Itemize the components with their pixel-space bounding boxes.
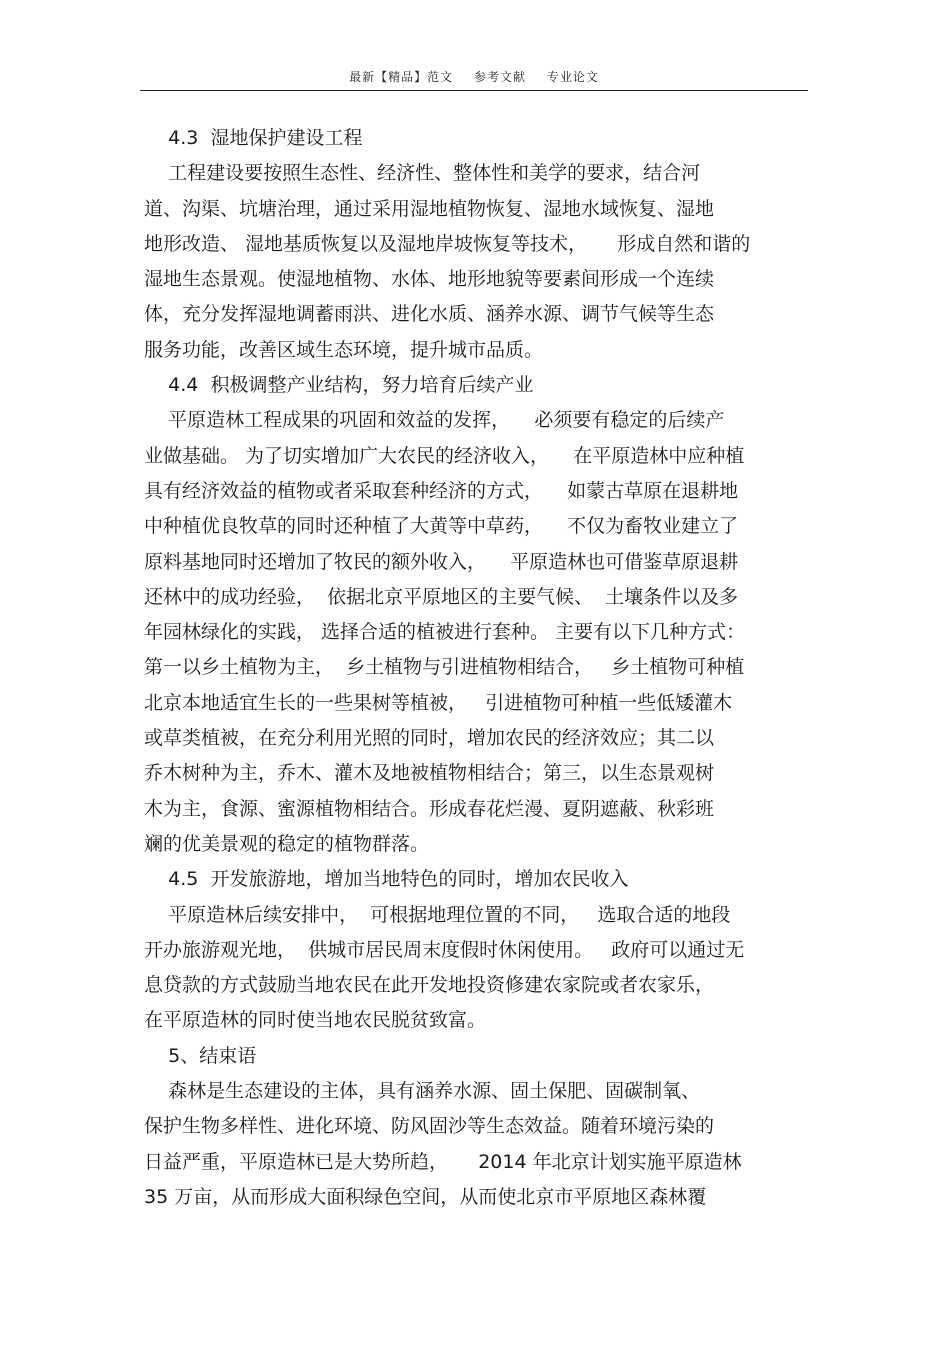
header-text-1: 最新【精品】范文	[349, 70, 454, 84]
text-line: 服务功能，改善区域生态环境，提升城市品质。	[144, 338, 544, 361]
header-text-3: 专业论文	[546, 70, 599, 84]
text-line: 北京本地适宜生长的一些果树等植被， 引进植物可种植一些低矮灌木	[144, 691, 733, 714]
text-line: 或草类植被，在充分利用光照的同时，增加农民的经济效应；其二以	[144, 727, 715, 750]
text-line: 湿地生态景观。使湿地植物、水体、地形地貌等要素间形成一个连续	[144, 268, 715, 291]
text-line: 原料基地同时还增加了牧民的额外收入， 平原造林也可借鉴草原退耕	[144, 550, 739, 573]
text-line: 道、沟渠、坑塘治理，通过采用湿地植物恢复、湿地水域恢复、湿地	[144, 197, 715, 220]
text-line: 日益严重，平原造林已是大势所趋， 2014 年北京计划实施平原造林	[144, 1150, 742, 1173]
text-line: 乔木树种为主，乔木、灌木及地被植物相结合；第三，以生态景观树	[144, 762, 715, 785]
text-line: 35 万亩，从而形成大面积绿色空间，从而使北京市平原地区森林覆	[144, 1185, 707, 1208]
text-line: 平原造林工程成果的巩固和效益的发挥， 必须要有稳定的后续产	[144, 409, 725, 432]
header-text-2: 参考文献	[473, 70, 526, 84]
text-line: 息贷款的方式鼓励当地农民在此开发地投资修建农家院或者农家乐，	[144, 974, 715, 997]
text-line: 具有经济效益的植物或者采取套种经济的方式， 如蒙古草原在退耕地	[144, 479, 739, 502]
text-line: 在平原造林的同时使当地农民脱贫致富。	[144, 1009, 487, 1032]
text-line: 平原造林后续安排中， 可根据地理位置的不同， 选取合适的地段	[144, 903, 731, 926]
text-line: 体，充分发挥湿地调蓄雨洪、进化水质、涵养水源、调节气候等生态	[144, 303, 715, 326]
text-line: 森林是生态建设的主体，具有涵养水源、固土保肥、固碳制氧、	[144, 1080, 701, 1103]
section-heading-5: 5、结束语	[144, 1044, 257, 1067]
text-line: 地形改造、 湿地基质恢复以及湿地岸坡恢复等技术， 形成自然和谐的	[144, 232, 751, 255]
text-line: 木为主，食源、蜜源植物相结合。形成春花烂漫、夏阴遮蔽、秋彩班	[144, 797, 715, 820]
text-line: 斓的优美景观的稳定的植物群落。	[144, 832, 430, 855]
header-divider	[140, 90, 808, 91]
text-line: 中种植优良牧草的同时还种植了大黄等中草药， 不仅为畜牧业建立了	[144, 515, 739, 538]
text-line: 工程建设要按照生态性、经济性、整体性和美学的要求，结合河	[144, 162, 701, 185]
text-line: 开办旅游观光地， 供城市居民周末度假时休闲使用。 政府可以通过无	[144, 938, 745, 961]
text-line: 业做基础。 为了切实增加广大农民的经济收入， 在平原造林中应种植	[144, 444, 745, 467]
section-heading-4-5: 4.5 开发旅游地，增加当地特色的同时，增加农民收入	[144, 868, 629, 891]
text-line: 第一以乡土植物为主， 乡土植物与引进植物相结合， 乡土植物可种植	[144, 656, 745, 679]
text-line: 年园林绿化的实践， 选择合适的植被进行套种。 主要有以下几种方式：	[144, 621, 746, 644]
section-heading-4-4: 4.4 积极调整产业结构，努力培育后续产业	[144, 374, 534, 397]
document-body	[144, 121, 806, 1215]
section-heading-4-3: 4.3 湿地保护建设工程	[144, 127, 363, 149]
text-line: 保护生物多样性、进化环境、防风固沙等生态效益。随着环境污染的	[144, 1115, 715, 1138]
text-line: 还林中的成功经验， 依据北京平原地区的主要气候、 土壤条件以及多	[144, 585, 739, 608]
page-header	[140, 66, 808, 88]
